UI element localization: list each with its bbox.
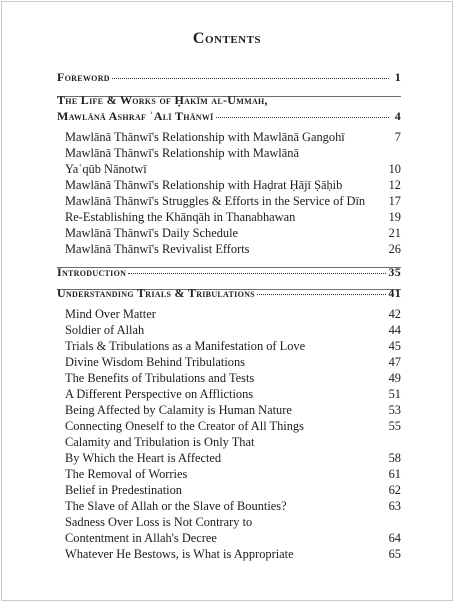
toc-entry-schedule[interactable] <box>65 226 401 242</box>
toc-entry-title: Understanding Trials & Tribulations <box>57 286 255 300</box>
toc-entry-title: Re-Establishing the Khānqāh in Thanabhawan <box>65 210 296 224</box>
toc-entry-title: Mawlānā Ashraf ʿAlī Thānwī <box>57 109 214 123</box>
toc-page-number: 47 <box>388 355 401 369</box>
toc-entry-title: Mind Over Matter <box>65 307 156 321</box>
toc-entry-title: Contentment in Allah's Decree <box>65 531 217 545</box>
toc-entry-title: Mawlānā Thānwī's Relationship with Mawlānā <box>65 146 299 160</box>
toc-entry-title: Foreword <box>57 70 110 84</box>
toc-page-number: 58 <box>388 451 401 465</box>
dot-leader <box>128 272 386 274</box>
toc-page-number: 35 <box>388 265 401 279</box>
toc-entry-heart-2[interactable] <box>65 451 401 467</box>
toc-entry-nanotwi-2[interactable] <box>65 162 401 178</box>
toc-entry-title: The Removal of Worries <box>65 467 188 481</box>
toc-entry-gangohi[interactable] <box>65 130 401 146</box>
toc-page-number: 12 <box>388 178 401 192</box>
toc-entry-title: The Benefits of Tribulations and Tests <box>65 371 255 385</box>
toc-entry-worries[interactable] <box>65 467 401 483</box>
toc-entry-sadness-2[interactable] <box>65 531 401 547</box>
toc-page-number: 17 <box>388 194 401 208</box>
toc-page-number: 49 <box>388 371 401 385</box>
dot-leader <box>216 116 389 118</box>
toc-page-number: 64 <box>388 531 401 545</box>
toc-entry-title: Soldier of Allah <box>65 323 145 337</box>
toc-entry-nanotwi-1[interactable] <box>65 146 401 162</box>
toc-page-number: 45 <box>388 339 401 353</box>
toc-page-number: 44 <box>388 323 401 337</box>
toc-entry-trials[interactable] <box>57 286 401 302</box>
toc-page-number: 62 <box>388 483 401 497</box>
toc-page-number: 51 <box>388 387 401 401</box>
toc-entry-heart-1[interactable] <box>65 435 401 451</box>
toc-entry-title: Sadness Over Loss is Not Contrary to <box>65 515 253 529</box>
toc-page-number: 42 <box>388 307 401 321</box>
dot-leader <box>112 77 389 79</box>
toc-entry-introduction[interactable] <box>57 265 401 281</box>
toc-entry-title: By Which the Heart is Affected <box>65 451 222 465</box>
toc-page-number: 19 <box>388 210 401 224</box>
toc-entry-title: The Life & Works of Ḥakīm al-Ummah, <box>57 93 268 107</box>
toc-entry-title: Mawlānā Thānwī's Revivalist Efforts <box>65 242 250 256</box>
toc-entry-perspective[interactable] <box>65 387 401 403</box>
toc-entry-title: Mawlānā Thānwī's Relationship with Mawlānā Gangohī <box>65 130 345 144</box>
toc-entry-love[interactable] <box>65 339 401 355</box>
toc-page-number: 53 <box>388 403 401 417</box>
toc-entry-revivalist[interactable] <box>65 242 401 258</box>
toc-entry-title: Whatever He Bestows, is What is Appropriate <box>65 547 294 561</box>
toc-entry-title: Mawlānā Thānwī's Struggles & Efforts in the Service of Dīn <box>65 194 366 208</box>
toc-page-number: 65 <box>388 547 401 561</box>
toc-entry-foreword[interactable] <box>57 70 401 86</box>
dot-leader <box>257 293 386 295</box>
toc-page-number: 1 <box>394 70 401 84</box>
toc-entry-khanqah[interactable] <box>65 210 401 226</box>
toc-entry-haji-sahib[interactable] <box>65 178 401 194</box>
toc-page-number: 61 <box>388 467 401 481</box>
toc-entry-title: Mawlānā Thānwī's Relationship with Haḍrat Ḥājī Ṣāḥib <box>65 178 343 192</box>
toc-entry-struggles[interactable] <box>65 194 401 210</box>
toc-entry-life-works-2[interactable] <box>57 109 401 125</box>
toc-entry-appropriate[interactable] <box>65 547 401 563</box>
toc-entry-wisdom[interactable] <box>65 355 401 371</box>
toc-page-number: 26 <box>388 242 401 256</box>
toc-page-number: 63 <box>388 499 401 513</box>
toc-entry-title: Belief in Predestination <box>65 483 182 497</box>
toc-page-number: 55 <box>388 419 401 433</box>
page-title: Contents <box>192 30 262 47</box>
toc-page-number: 7 <box>394 130 401 144</box>
toc-entry-human-nature[interactable] <box>65 403 401 419</box>
toc-entry-slave[interactable] <box>65 499 401 515</box>
toc-entry-title: Divine Wisdom Behind Tribulations <box>65 355 245 369</box>
toc-entry-title: A Different Perspective on Afflictions <box>65 387 254 401</box>
toc-entry-creator[interactable] <box>65 419 401 435</box>
toc-page-number: 41 <box>388 286 401 300</box>
toc-page-number: 4 <box>394 109 401 123</box>
toc-entry-title: Being Affected by Calamity is Human Nature <box>65 403 292 417</box>
toc-entry-title: Yaʿqūb Nānotwī <box>65 162 147 176</box>
toc-entry-title: Trials & Tribulations as a Manifestation of Love <box>65 339 306 353</box>
toc-entry-title: Connecting Oneself to the Creator of All Things <box>65 419 304 433</box>
toc-entry-title: Calamity and Tribulation is Only That <box>65 435 255 449</box>
toc-page-number: 21 <box>388 226 401 240</box>
toc-entry-benefits[interactable] <box>65 371 401 387</box>
toc-entry-title: Mawlānā Thānwī's Daily Schedule <box>65 226 239 240</box>
toc-entry-predestination[interactable] <box>65 483 401 499</box>
toc-entry-mind-matter[interactable] <box>65 307 401 323</box>
toc-entry-life-works-1[interactable] <box>57 93 401 109</box>
toc-entry-soldier[interactable] <box>65 323 401 339</box>
toc-entry-title: The Slave of Allah or the Slave of Bounties? <box>65 499 287 513</box>
toc-page-number: 10 <box>388 162 401 176</box>
toc-entry-sadness-1[interactable] <box>65 515 401 531</box>
toc-entry-title: Introduction <box>57 265 127 279</box>
